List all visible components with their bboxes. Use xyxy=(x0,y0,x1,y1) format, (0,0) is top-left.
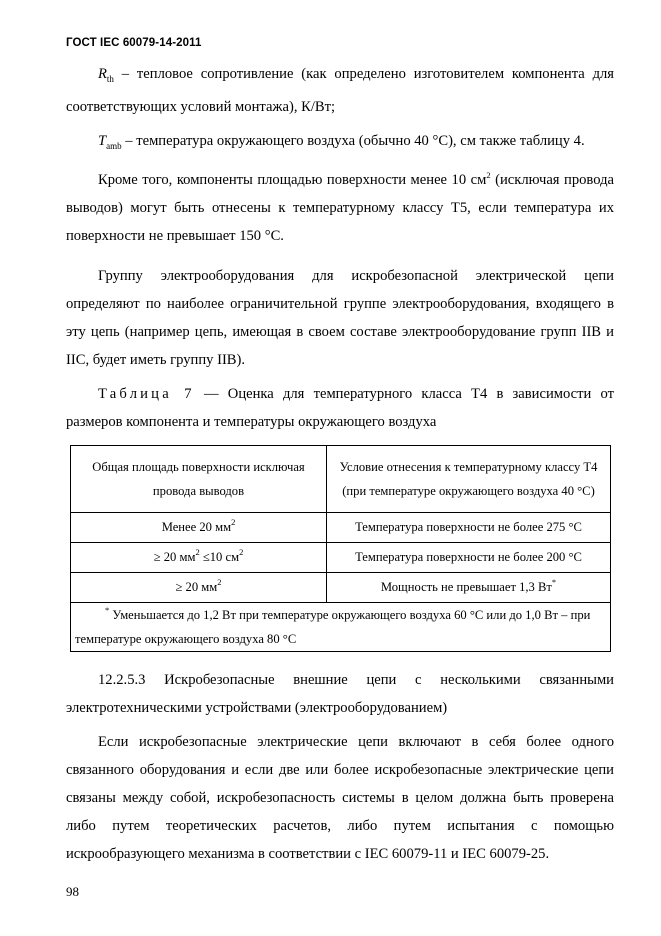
definition-rth: $R_{th}$ – тепловое сопротивление (как определено изготовителем компонента для соответствующих условий монтажа), К/Вт; xyxy=(66,66,614,115)
paragraph-components: Кроме того, компоненты площадью поверхности менее 10 $см^2$ (исключая провода выводов) могут быть отнесены к температурному классу Т5, если температура их поверхности не превышает 150 °С. xyxy=(66,169,614,244)
table-row xyxy=(71,512,611,542)
cell-area: ≥ 20 $мм^2$ xyxy=(71,572,327,602)
paragraph-equipment-group: Группу электрооборудования для искробезопасной электрической цепи определяют по наиболее ограничительной группе электрооборудования, входящего в эту цепь (например цепь, имеющая в своем составе электрооборудование групп IIB и IIC, будет иметь группу IIB). xyxy=(66,267,614,368)
table-caption: Таблица 7 — Оценка для температурного класса Т4 в зависимости от размеров компонента и температуры окружающего воздуха xyxy=(66,385,615,430)
cell-condition: Мощность не превышает 1,3 Вт* xyxy=(327,572,611,602)
table-header-row xyxy=(71,445,611,512)
header-surface-area: Общая площадь поверхности исключая провода выводов xyxy=(71,445,327,512)
section-heading-12-2-5-3: 12.2.5.3 Искробезопасные внешние цепи с несколькими связанными электротехническими устройствами (электрооборудованием) xyxy=(66,671,614,716)
document-body xyxy=(66,60,614,868)
document-header: ГОСТ IEC 60079-14-2011 xyxy=(66,37,202,49)
paragraph-associated-equipment: Если искробезопасные электрические цепи включают в себя более одного связанного оборудования и если две или более искробезопасные электрические цепи связаны между собой, искробезопасность системы в целом должна быть проверена либо путем теоретических расчетов, либо путем испытания с помощью искрообразующего механизма в соответствии с IEC 60079-11 и IEC 60079-25. xyxy=(66,733,614,862)
table-row xyxy=(71,542,611,572)
definition-tamb: $T_{amb}$ – температура окружающего воздуха (обычно 40 °С), см также таблицу 4. xyxy=(98,132,585,151)
table-row xyxy=(71,572,611,602)
cell-condition: Температура поверхности не более 200 °С xyxy=(327,542,611,572)
table-footnote: * Уменьшается до 1,2 Вт при температуре окружающего воздуха 60 °С или до 1,0 Вт – при температуре окружающего воздуха 80 °С xyxy=(71,602,611,651)
table-note-row xyxy=(71,602,611,651)
temperature-class-table xyxy=(70,445,611,652)
header-condition: Условие отнесения к температурному классу Т4 (при температуре окружающего воздуха 40 °С) xyxy=(327,445,611,512)
cell-area: ≥ 20 $мм^2 \le 10$ $см^2$ xyxy=(71,542,327,572)
cell-condition: Температура поверхности не более 275 °С xyxy=(327,512,611,542)
page-number: 98 xyxy=(66,884,79,899)
cell-area: Менее 20 $мм^2$ xyxy=(71,512,327,542)
symbol-r: $R_{th}$ xyxy=(98,66,114,84)
symbol-t: $T_{amb}$ xyxy=(98,132,122,151)
